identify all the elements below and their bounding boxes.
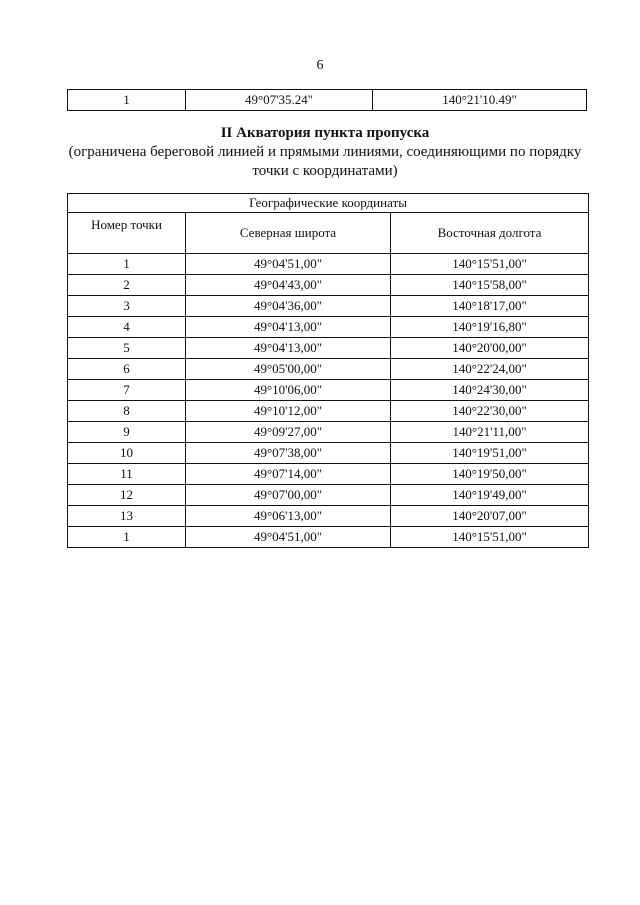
table-row xyxy=(68,296,589,317)
latitude-cell: 49°04'13,00" xyxy=(186,317,391,338)
table-row xyxy=(68,254,589,275)
latitude-cell: 49°07'14,00" xyxy=(186,464,391,485)
latitude-cell: 49°10'06,00" xyxy=(186,380,391,401)
latitude-cell: 49°04'13,00" xyxy=(186,338,391,359)
longitude-cell: 140°24'30,00" xyxy=(391,380,589,401)
point-number-cell: 6 xyxy=(68,359,186,380)
point-number-cell: 5 xyxy=(68,338,186,359)
latitude-cell: 49°09'27,00" xyxy=(186,422,391,443)
point-number-cell: 3 xyxy=(68,296,186,317)
point-number-cell: 8 xyxy=(68,401,186,422)
point-number-cell: 12 xyxy=(68,485,186,506)
longitude-cell: 140°19'49,00" xyxy=(391,485,589,506)
group-header: Географические координаты xyxy=(68,194,589,213)
column-header-longitude: Восточная долгота xyxy=(391,213,589,254)
point-number-cell: 1 xyxy=(68,527,186,548)
table-row xyxy=(68,90,587,111)
table-row xyxy=(68,380,589,401)
longitude-cell: 140°20'07,00" xyxy=(391,506,589,527)
longitude-cell: 140°18'17,00" xyxy=(391,296,589,317)
longitude-cell: 140°19'50,00" xyxy=(391,464,589,485)
latitude-cell: 49°10'12,00" xyxy=(186,401,391,422)
latitude-cell: 49°04'36,00" xyxy=(186,296,391,317)
latitude-cell: 49°04'51,00" xyxy=(186,527,391,548)
table-row xyxy=(68,317,589,338)
point-number-cell: 4 xyxy=(68,317,186,338)
longitude-cell: 140°21'10.49" xyxy=(373,90,587,111)
latitude-cell: 49°07'35.24" xyxy=(186,90,373,111)
longitude-cell: 140°20'00,00" xyxy=(391,338,589,359)
latitude-cell: 49°04'51,00" xyxy=(186,254,391,275)
table-row xyxy=(68,527,589,548)
page-number: 6 xyxy=(316,58,324,73)
column-header-latitude: Северная широта xyxy=(186,213,391,254)
table-row xyxy=(68,422,589,443)
table-row xyxy=(68,359,589,380)
continuation-table xyxy=(67,89,587,111)
point-number-cell: 10 xyxy=(68,443,186,464)
longitude-cell: 140°15'51,00" xyxy=(391,254,589,275)
table-header-row xyxy=(68,213,589,254)
table-row xyxy=(68,275,589,296)
latitude-cell: 49°04'43,00" xyxy=(186,275,391,296)
point-number-cell: 11 xyxy=(68,464,186,485)
column-header-point: Номер точки xyxy=(68,213,186,254)
point-number-cell: 2 xyxy=(68,275,186,296)
latitude-cell: 49°06'13,00" xyxy=(186,506,391,527)
longitude-cell: 140°15'51,00" xyxy=(391,527,589,548)
section-subtitle-line1: (ограничена береговой линией и прямыми линиями, соединяющими по порядку xyxy=(68,144,582,160)
longitude-cell: 140°19'16,80" xyxy=(391,317,589,338)
longitude-cell: 140°22'30,00" xyxy=(391,401,589,422)
point-number-cell: 9 xyxy=(68,422,186,443)
longitude-cell: 140°15'58,00" xyxy=(391,275,589,296)
longitude-cell: 140°21'11,00" xyxy=(391,422,589,443)
table-row xyxy=(68,464,589,485)
latitude-cell: 49°07'00,00" xyxy=(186,485,391,506)
longitude-cell: 140°19'51,00" xyxy=(391,443,589,464)
latitude-cell: 49°07'38,00" xyxy=(186,443,391,464)
table-row xyxy=(68,443,589,464)
table-row xyxy=(68,506,589,527)
table-row xyxy=(68,338,589,359)
table-row xyxy=(68,485,589,506)
point-number-cell: 13 xyxy=(68,506,186,527)
longitude-cell: 140°22'24,00" xyxy=(391,359,589,380)
section-title: II Акватория пункта пропуска xyxy=(220,125,430,141)
section-heading xyxy=(60,124,590,181)
table-row xyxy=(68,401,589,422)
point-number-cell: 7 xyxy=(68,380,186,401)
section-subtitle-line2: точки с координатами) xyxy=(252,163,398,179)
latitude-cell: 49°05'00,00" xyxy=(186,359,391,380)
table-header-row xyxy=(68,194,589,213)
coordinates-table xyxy=(67,193,589,548)
point-number-cell: 1 xyxy=(68,90,186,111)
point-number-cell: 1 xyxy=(68,254,186,275)
